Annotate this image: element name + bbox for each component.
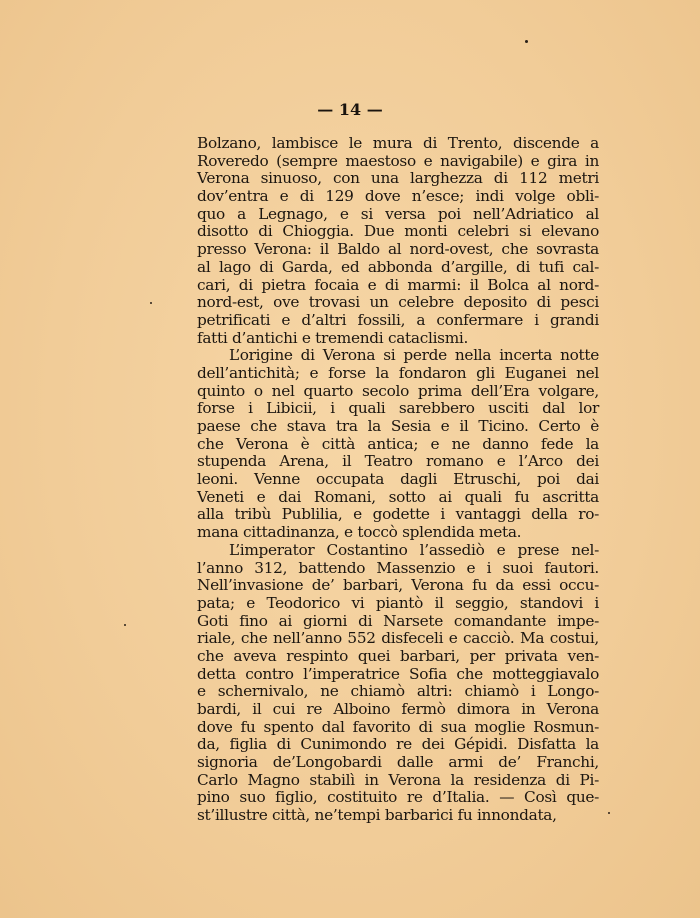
text-line: che aveva respinto quei barbari, per privata ven- (197, 646, 599, 665)
text-line: pata; e Teodorico vi piantò il seggio, standovi i (197, 593, 599, 612)
text-line: stupenda Arena, il Teatro romano e l’Arco dei (197, 452, 599, 471)
text-line: Goti fino ai giorni di Narsete comandante impe- (197, 611, 599, 630)
text-line: Bolzano, lambisce le mura di Trento, discende a (197, 134, 599, 152)
text-line: disotto di Chioggia. Due monti celebri si elevano (197, 222, 599, 241)
text-line: che Verona è città antica; e ne danno fede la (197, 434, 599, 453)
text-line: cari, di pietra focaia e di marmi: il Bolca al nord- (197, 275, 599, 294)
text-line: detta contro l’imperatrice Sofia che motteggiavalo (197, 664, 599, 683)
text-line: presso Verona: il Baldo al nord-ovest, che sovrasta (197, 240, 599, 259)
text-line: quo a Legnago, e si versa poi nell’Adriatico al (197, 204, 599, 223)
text-line: Veneti e dai Romani, sotto ai quali fu ascritta (197, 487, 599, 506)
text-line: leoni. Venne occupata dagli Etruschi, poi dai (197, 470, 599, 489)
text-line: bardi, il cui re Alboino fermò dimora in Verona (197, 700, 599, 718)
text-line: e schernivalo, ne chiamò altri: chiamò i Longo- (197, 682, 599, 701)
text-line: petrificati e d’altri fossili, a confermare i grandi (197, 310, 599, 329)
text-line: forse i Libicii, i quali sarebbero usciti dal lor (197, 399, 599, 418)
text-line: dove fu spento dal favorito di sua moglie Rosmun- (197, 717, 599, 736)
text-line: paese che stava tra la Sesia e il Ticino. Certo è (197, 417, 599, 435)
text-line: dov’entra e di 129 dove n’esce; indi volge obli- (197, 187, 599, 206)
paper-speck (608, 812, 610, 814)
text-line: L’imperator Costantino l’assediò e prese nel- (229, 540, 599, 559)
text-line: pino suo figlio, costituito re d’Italia. — Così que- (197, 788, 599, 807)
text-line: quinto o nel quarto secolo prima dell’Era volgare, (197, 381, 599, 400)
text-line: st’illustre città, ne’tempi barbarici fu innondata, (197, 806, 557, 825)
text-line: Nell’invasione de’ barbari, Verona fu da essi occu- (197, 576, 599, 595)
paper-speck (525, 40, 528, 43)
text-line: al lago di Garda, ed abbonda d’argille, di tufi cal- (197, 257, 599, 276)
paper-speck (124, 624, 126, 626)
text-line: signoria de’Longobardi dalle armi de’ Franchi, (197, 753, 599, 772)
text-line: Carlo Magno stabilì in Verona la residenza di Pi- (197, 770, 599, 789)
text-line: fatti d’antichi e tremendi cataclismi. (197, 328, 469, 347)
text-line: da, figlia di Cunimondo re dei Gépidi. Disfatta la (197, 735, 599, 754)
body-text (197, 135, 599, 825)
text-line: l’anno 312, battendo Massenzio e i suoi fautori. (197, 558, 599, 577)
text-line: Verona sinuoso, con una larghezza di 112 metri (197, 169, 599, 188)
paper-speck (150, 302, 152, 304)
text-line: L’origine di Verona si perde nella incerta notte (229, 346, 599, 365)
text-line: Roveredo (sempre maestoso e navigabile) e gira in (197, 151, 599, 170)
text-line: riale, che nell’anno 552 disfeceli e cacciò. Ma costui, (197, 629, 599, 648)
text-line: mana cittadinanza, e toccò splendida meta. (197, 523, 522, 542)
text-line: alla tribù Publilia, e godette i vantaggi della ro- (197, 505, 599, 524)
page-number: — 14 — (317, 100, 383, 119)
text-line: dell’antichità; e forse la fondaron gli Euganei nel (197, 363, 599, 382)
text-line: nord-est, ove trovasi un celebre deposito di pesci (197, 293, 599, 312)
